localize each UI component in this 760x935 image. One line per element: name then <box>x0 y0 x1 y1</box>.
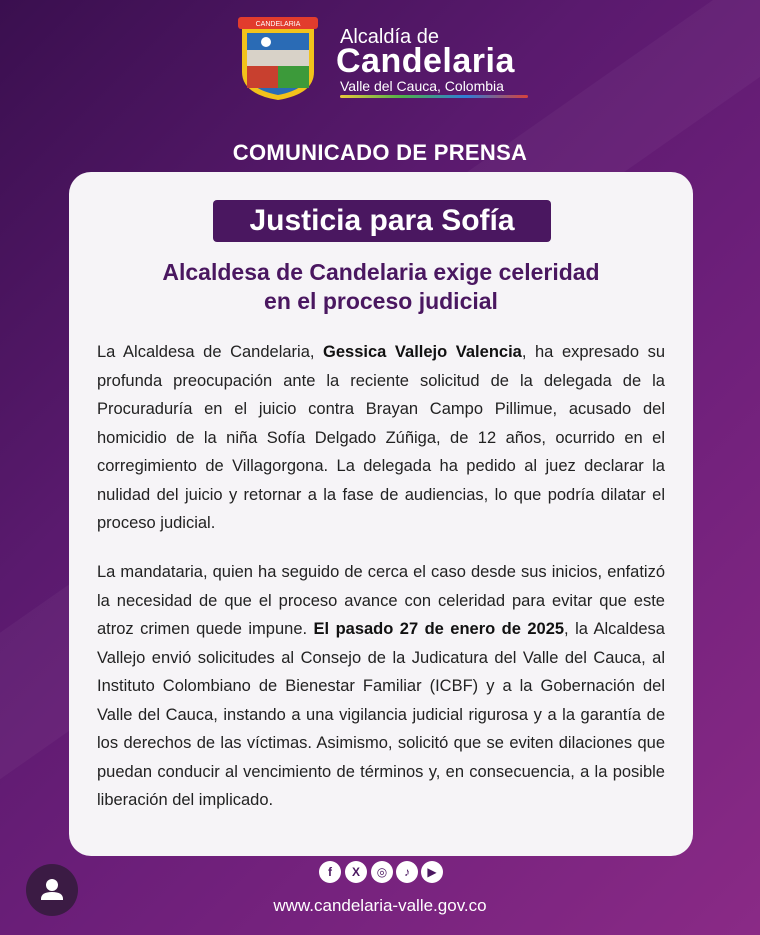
website-link[interactable]: www.candelaria-valle.gov.co <box>273 896 487 915</box>
brand-underline <box>340 95 528 98</box>
paragraph-1-text-cont: , ha expresado su profunda preocupación ante la reciente solicitud de la delegada de la Procuraduría en el juicio contra Brayan Campo Pillimue, acusado del homicidio de la niña Sofía Delgado Zúñiga, de 12 años, ocurrido en el corregimiento de Villagorgona. La delegada ha pedido al juez declarar la nulidad del juicio y retornar a la fase de audiencias, lo que podría dilatar el proceso judicial. <box>97 343 665 532</box>
paragraph-2 <box>97 558 665 815</box>
paragraph-2-text: La mandataria, quien ha seguido de cerca el caso desde sus inicios, enfatizó la necesidad de que el proceso avance con celeridad para evitar que este atroz crimen quede impune. <box>97 563 665 638</box>
subheadline-line-1: Alcaldesa de Candelaria exige celeridad <box>162 259 600 285</box>
avatar[interactable] <box>26 864 78 916</box>
headline: Justicia para Sofía <box>213 200 551 242</box>
user-icon <box>26 864 78 916</box>
instagram-icon[interactable]: ◎ <box>371 861 393 883</box>
paragraph-1-text: La Alcaldesa de Candelaria, <box>97 343 324 361</box>
brand-region: Valle del Cauca, Colombia <box>340 78 504 94</box>
paragraph-1-bold: Gessica Vallejo Valencia <box>323 343 522 361</box>
crest-label: CANDELARIA <box>255 21 301 28</box>
paragraph-1 <box>97 338 665 538</box>
paragraph-2-bold: El pasado 27 de enero de 2025 <box>313 620 565 638</box>
subheadline-line-2: en el proceso judicial <box>264 288 498 314</box>
brand-name: Candelaria <box>336 42 515 80</box>
facebook-icon[interactable]: f <box>319 861 341 883</box>
press-release-card <box>69 172 693 856</box>
brand-prefix: Alcaldía de <box>340 26 439 48</box>
subheadline <box>69 258 693 316</box>
x-icon[interactable]: X <box>345 861 367 883</box>
tiktok-icon[interactable]: ♪ <box>396 861 418 883</box>
section-title: COMUNICADO DE PRENSA <box>232 140 528 165</box>
paragraph-2-text-cont: , la Alcaldesa Vallejo envió solicitudes al Consejo de la Judicatura del Valle del Cauca, al Instituto Colombiano de Bienestar Familiar (ICBF) y a la Gobernación del Valle del Cauca, instando a una vigilancia judicial rigurosa y a la garantía de los derechos de las víctimas. Asimismo, solicitó que se eviten dilaciones que puedan conducir al vencimiento de términos y, en consecuencia, a la posible liberación del implicado. <box>97 620 665 809</box>
crest-logo <box>236 14 320 102</box>
youtube-icon[interactable]: ▶ <box>421 861 443 883</box>
